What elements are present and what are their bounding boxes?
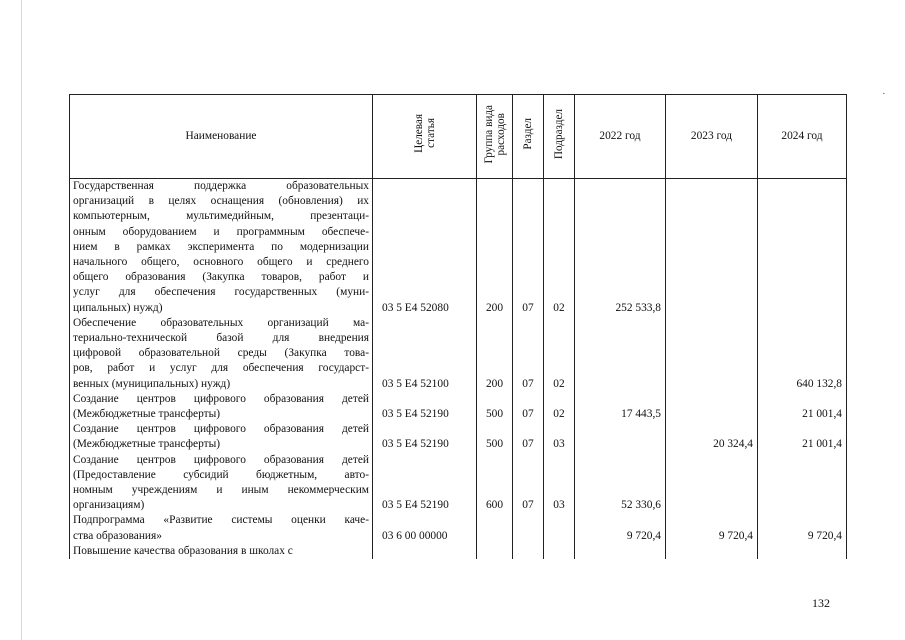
row-value-2022 [575,544,666,559]
row-value-2024: 9 720,4 [758,513,847,543]
row-value-2022: 52 330,6 [575,453,666,514]
row-name-line: Создание центров цифрового образования детей [73,453,369,466]
row-name-line: териально-технической базой для внедрения [73,332,369,345]
row-target-code: 03 5 Е4 52080 [373,179,477,316]
row-target-code: 03 5 Е4 52100 [373,316,477,392]
page-edge-line [21,0,22,640]
row-value-2023 [666,179,758,316]
page-number: 132 [812,596,830,610]
table-body [70,179,847,560]
row-name-line: ципальных) нужд) [73,301,163,314]
table-row [70,422,847,452]
row-subsection [544,513,575,543]
row-name-line: онным оборудованием и программным обеспече- [73,225,369,238]
row-name-line: (Межбюджетные трансферты) [73,438,221,451]
header-section: Раздел [513,95,544,179]
row-value-2023 [666,392,758,422]
row-name-line: Создание центров цифрового образования детей [73,392,369,405]
header-group: Группа вида расходов [477,95,513,179]
row-group: 500 [477,422,513,452]
header-target: Целевая статья [373,95,477,179]
row-name [70,544,373,559]
row-target-code [373,544,477,559]
row-value-2022: 17 443,5 [575,392,666,422]
row-name-line: нием в рамках эксперимента по модернизации [73,240,369,253]
table-row [70,179,847,316]
row-name-line: Создание центров цифрового образования детей [73,423,369,436]
row-name-line: Государственная поддержка образовательных [73,180,369,192]
row-group [477,544,513,559]
row-name [70,316,373,392]
row-value-2023 [666,453,758,514]
row-value-2024: 21 001,4 [758,392,847,422]
row-name-line: организациям) [73,499,145,512]
row-subsection: 03 [544,422,575,452]
row-value-2022: 9 720,4 [575,513,666,543]
row-name-line: (Межбюджетные трансферты) [73,408,221,421]
row-target-code: 03 5 Е4 52190 [373,392,477,422]
row-group: 500 [477,392,513,422]
row-name [70,453,373,514]
header-subsection: Подраздел [544,95,575,179]
row-value-2023 [666,316,758,392]
row-section: 07 [513,392,544,422]
row-subsection: 03 [544,453,575,514]
header-2023: 2023 год [666,95,758,179]
row-name-line: организаций в целях оснащения (обновления) их [73,195,369,208]
header-2024: 2024 год [758,95,847,179]
table-header-row [70,95,847,179]
row-name [70,513,373,543]
header-2022: 2022 год [575,95,666,179]
row-target-code: 03 6 00 00000 [373,513,477,543]
row-value-2022 [575,316,666,392]
budget-table [69,94,847,559]
row-section: 07 [513,453,544,514]
row-name-line: начального общего, основного общего и среднего [73,256,369,269]
row-value-2022: 252 533,8 [575,179,666,316]
row-name-line: услуг для обеспечения государственных (муни- [73,286,369,299]
row-target-code: 03 5 Е4 52190 [373,422,477,452]
row-name-line: венных (муниципальных) нужд) [73,377,231,390]
row-name-line: номным учреждениям и иным некоммерческим [73,484,369,497]
row-name [70,392,373,422]
row-target-code: 03 5 Е4 52190 [373,453,477,514]
row-subsection [544,544,575,559]
row-value-2024: 640 132,8 [758,316,847,392]
row-section: 07 [513,316,544,392]
table-row [70,316,847,392]
row-subsection: 02 [544,316,575,392]
row-value-2023: 20 324,4 [666,422,758,452]
row-name [70,179,373,316]
row-group: 200 [477,179,513,316]
row-value-2024 [758,544,847,559]
row-name-line: (Предоставление субсидий бюджетным, авто- [73,468,369,481]
scan-dot: · [882,88,886,100]
row-value-2023 [666,544,758,559]
table-row [70,392,847,422]
table-row [70,453,847,514]
row-section: 07 [513,179,544,316]
header-name: Наименование [70,95,373,179]
row-value-2023: 9 720,4 [666,513,758,543]
row-value-2024: 21 001,4 [758,422,847,452]
row-name-line: ства образования» [73,529,162,542]
row-group: 600 [477,453,513,514]
row-value-2022 [575,422,666,452]
row-name-line: Подпрограмма «Развитие системы оценки каче- [73,514,369,527]
row-name-line: ров, работ и услуг для обеспечения государст- [73,362,369,375]
row-name [70,422,373,452]
table-row [70,513,847,543]
table-row [70,544,847,559]
row-value-2024 [758,453,847,514]
row-section [513,513,544,543]
row-name-line: Повышение качества образования в школах с [73,544,293,557]
row-group: 200 [477,316,513,392]
row-name-line: общего образования (Закупка товаров, работ и [73,271,369,284]
row-subsection: 02 [544,392,575,422]
row-group [477,513,513,543]
row-value-2024 [758,179,847,316]
row-name-line: компьютерным, мультимедийным, презентаци- [73,210,369,223]
row-name-line: Обеспечение образовательных организаций ма- [73,316,369,329]
row-subsection: 02 [544,179,575,316]
row-name-line: цифровой образовательной среды (Закупка това- [73,347,369,360]
row-section [513,544,544,559]
row-section: 07 [513,422,544,452]
